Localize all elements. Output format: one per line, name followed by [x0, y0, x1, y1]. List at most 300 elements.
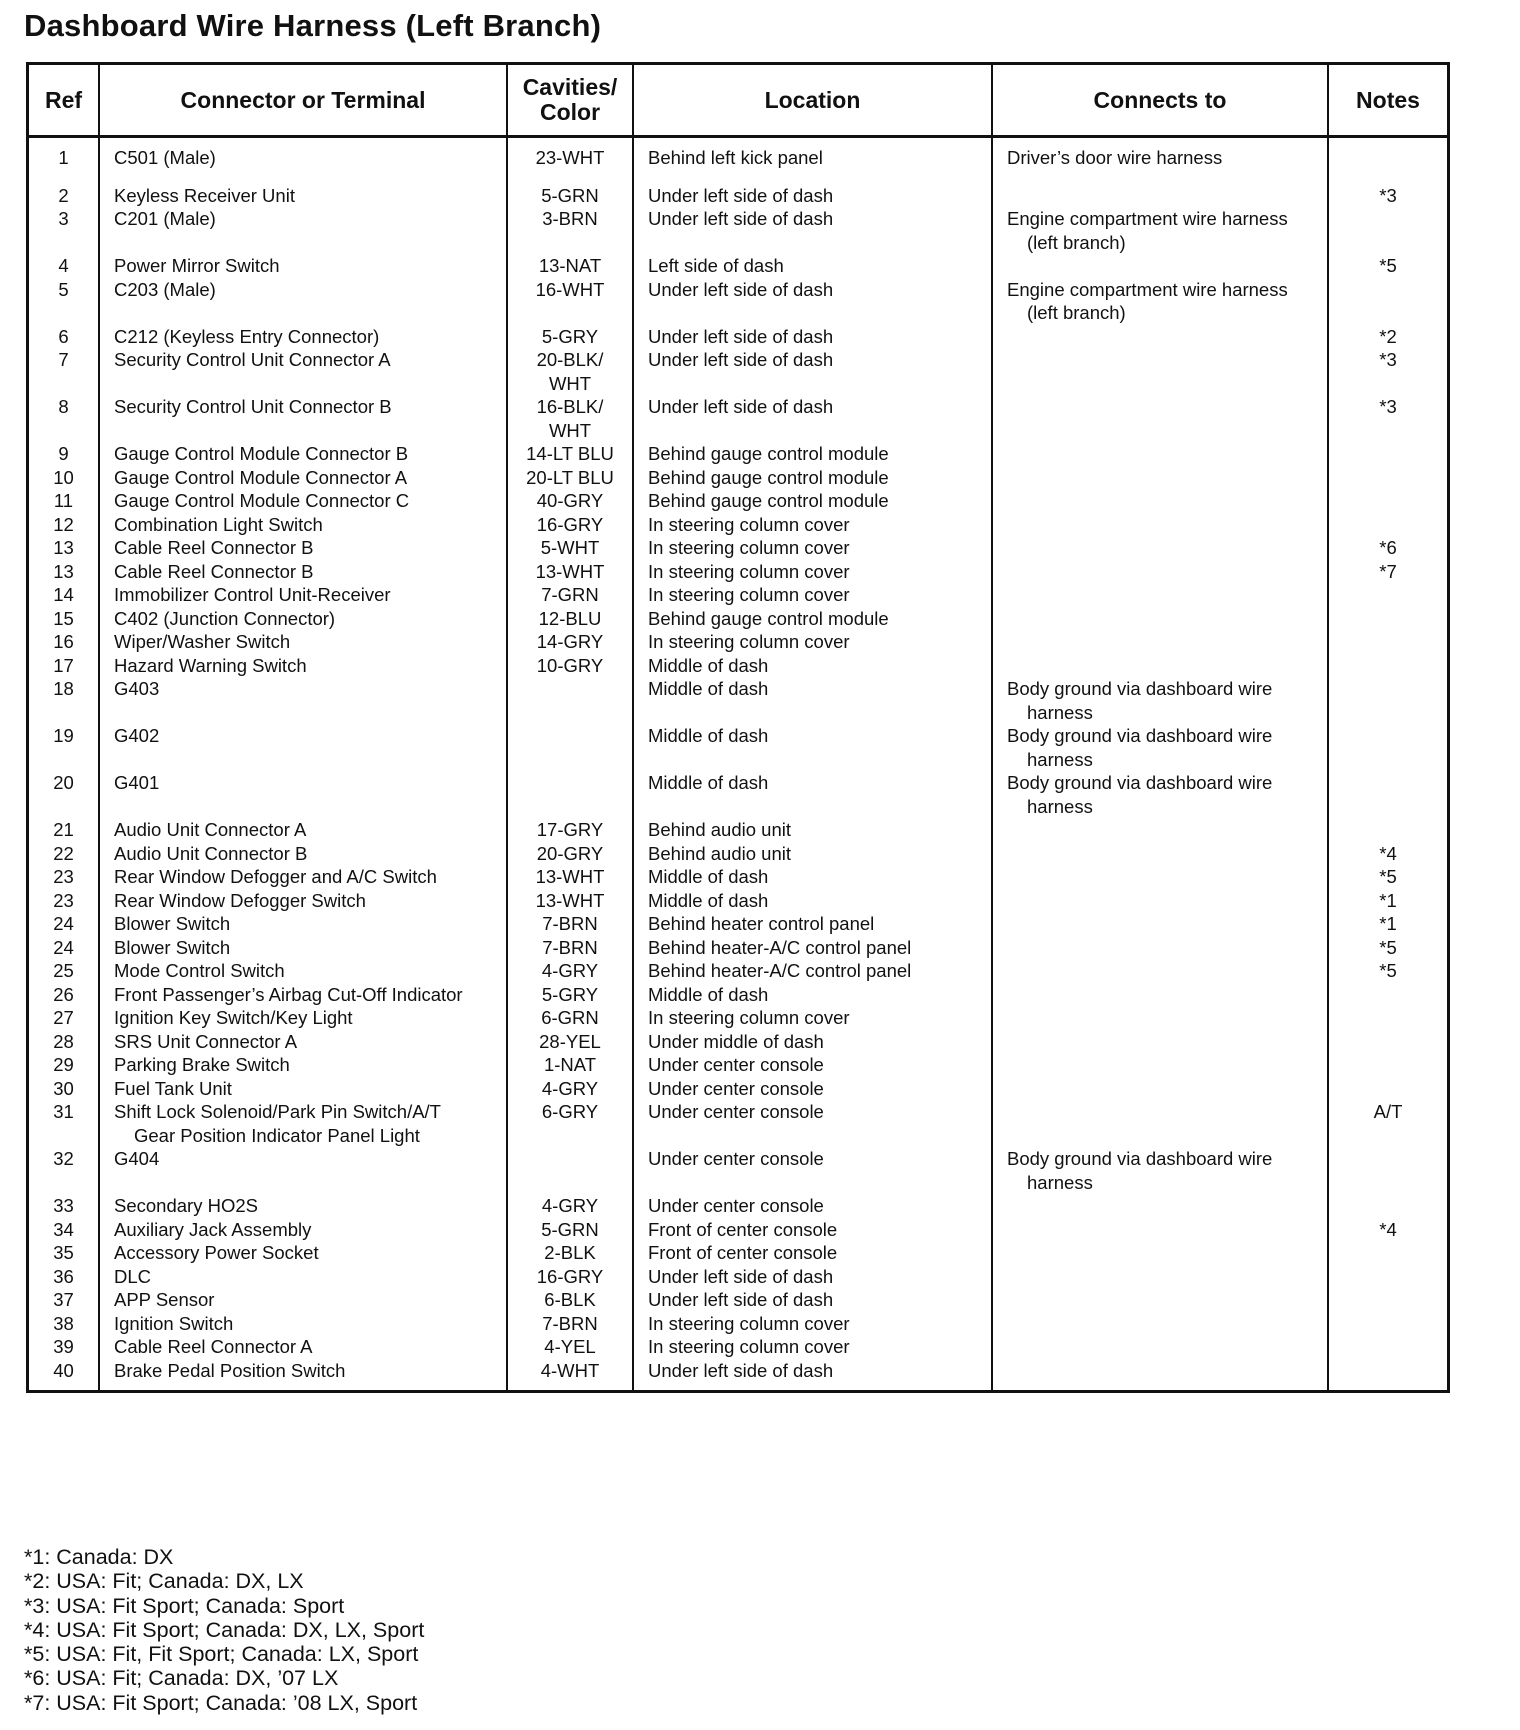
location-cell: Front of center console — [633, 1218, 992, 1242]
cavities-cell — [507, 1359, 633, 1391]
table-row — [29, 1265, 1447, 1289]
cavities-line: 4-WHT — [540, 1359, 600, 1381]
notes-cell — [1328, 207, 1447, 254]
notes-cell — [1328, 607, 1447, 631]
table-row — [29, 1241, 1447, 1265]
table-row — [29, 1194, 1447, 1218]
location-cell: Under left side of dash — [633, 278, 992, 325]
cavities-cell — [507, 1241, 633, 1265]
notes-cell — [1328, 489, 1447, 513]
notes-cell: *3 — [1379, 349, 1397, 370]
cavities-line: 5-GRN — [541, 1218, 599, 1240]
location-cell: In steering column cover — [633, 513, 992, 537]
connector-cell — [99, 654, 507, 678]
cavities-cell — [507, 395, 633, 442]
cavities-line: 5-GRN — [541, 184, 599, 206]
notes-cell: *6 — [1379, 537, 1397, 558]
connects-to-line: Engine compartment wire harness — [1007, 278, 1288, 300]
connects-to-cell — [992, 1053, 1328, 1077]
connector-line: G404 — [114, 1148, 160, 1169]
location-cell: In steering column cover — [633, 1312, 992, 1336]
connector-line: Brake Pedal Position Switch — [114, 1359, 346, 1381]
connector-line: Wiper/Washer Switch — [114, 631, 291, 652]
table-row — [29, 1053, 1447, 1077]
ref-cell: 25 — [29, 959, 99, 983]
header-ref: Ref — [29, 65, 99, 137]
location-cell: Under left side of dash — [633, 1265, 992, 1289]
connector-cell — [99, 583, 507, 607]
location-cell: In steering column cover — [633, 536, 992, 560]
connector-cell — [99, 325, 507, 349]
connector-line: C203 (Male) — [114, 278, 216, 300]
notes-cell: *4 — [1379, 842, 1397, 864]
notes-cell — [1328, 1077, 1447, 1101]
connector-cell — [99, 1312, 507, 1336]
connects-to-cell — [992, 724, 1328, 771]
table-row — [29, 936, 1447, 960]
connector-cell — [99, 983, 507, 1007]
cavities-cell — [507, 771, 633, 818]
location-cell: Behind audio unit — [633, 842, 992, 866]
connector-line: C501 (Male) — [114, 147, 216, 168]
location-cell: Behind heater-A/C control panel — [633, 936, 992, 960]
notes-cell — [1328, 654, 1447, 678]
ref-cell: 23 — [29, 889, 99, 913]
connects-to-cell — [992, 1335, 1328, 1359]
notes-cell — [1328, 771, 1447, 818]
location-cell: Middle of dash — [633, 983, 992, 1007]
cavities-line: 4-GRY — [541, 1077, 599, 1099]
connector-cell — [99, 442, 507, 466]
header-connector: Connector or Terminal — [99, 65, 507, 137]
notes-cell — [1328, 724, 1447, 771]
cavities-cell — [507, 1053, 633, 1077]
connector-cell — [99, 513, 507, 537]
cavities-line: 14-GRY — [536, 631, 604, 652]
ref-cell: 6 — [29, 325, 99, 349]
connector-line: Shift Lock Solenoid/Park Pin Switch/A/T — [114, 1101, 441, 1122]
cavities-cell — [507, 724, 633, 771]
notes-cell: *1 — [1379, 913, 1397, 934]
connects-to-cell — [992, 1359, 1328, 1391]
connector-cell — [99, 912, 507, 936]
connector-cell — [99, 184, 507, 208]
connector-cell — [99, 254, 507, 278]
header-cavities-line1: Cavities/ — [522, 74, 618, 100]
ref-cell: 1 — [29, 137, 99, 184]
cavities-cell — [507, 1288, 633, 1312]
notes-cell: *3 — [1379, 396, 1397, 417]
cavities-cell — [507, 1312, 633, 1336]
connector-line: Power Mirror Switch — [114, 255, 280, 276]
ref-cell: 16 — [29, 630, 99, 654]
connector-line: Cable Reel Connector B — [114, 560, 314, 582]
location-cell: In steering column cover — [633, 1335, 992, 1359]
table-row — [29, 630, 1447, 654]
ref-cell: 11 — [29, 489, 99, 513]
connector-line: Immobilizer Control Unit-Receiver — [114, 584, 391, 605]
table-row — [29, 607, 1447, 631]
cavities-line: 7-BRN — [542, 936, 598, 958]
table-row — [29, 959, 1447, 983]
cavities-line: 16-GRY — [536, 1265, 604, 1287]
connector-line: Mode Control Switch — [114, 960, 285, 981]
footnotes — [24, 1545, 424, 1715]
connector-line: Combination Light Switch — [114, 513, 323, 535]
connector-line: Parking Brake Switch — [114, 1054, 290, 1075]
header-connects-to: Connects to — [992, 65, 1328, 137]
ref-cell: 29 — [29, 1053, 99, 1077]
connector-cell — [99, 1006, 507, 1030]
cavities-cell — [507, 1147, 633, 1194]
ref-cell: 26 — [29, 983, 99, 1007]
notes-cell — [1328, 818, 1447, 842]
connector-line: Front Passenger’s Airbag Cut-Off Indicator — [114, 983, 463, 1005]
table-row — [29, 771, 1447, 818]
connector-line: Blower Switch — [114, 913, 231, 934]
connector-line: Gauge Control Module Connector A — [114, 466, 408, 488]
connects-to-cell — [992, 912, 1328, 936]
table-row — [29, 184, 1447, 208]
connects-to-line: Body ground via dashboard wire — [1007, 772, 1273, 793]
table-row — [29, 889, 1447, 913]
table-row — [29, 1147, 1447, 1194]
table-row — [29, 536, 1447, 560]
notes-cell — [1328, 442, 1447, 466]
footnote: *3: USA: Fit Sport; Canada: Sport — [24, 1593, 345, 1618]
connector-line: Secondary HO2S — [114, 1195, 258, 1216]
cavities-cell — [507, 889, 633, 913]
ref-cell: 24 — [29, 936, 99, 960]
connector-line: Blower Switch — [114, 936, 231, 958]
footnote: *6: USA: Fit; Canada: DX, ’07 LX — [24, 1666, 339, 1691]
connector-cell — [99, 818, 507, 842]
connects-to-cell — [992, 607, 1328, 631]
cavities-cell — [507, 442, 633, 466]
connector-cell — [99, 348, 507, 395]
connector-line: Audio Unit Connector A — [114, 819, 307, 840]
notes-cell: *1 — [1379, 889, 1397, 911]
connects-to-cell — [992, 1030, 1328, 1054]
table-row — [29, 348, 1447, 395]
connector-cell — [99, 677, 507, 724]
connects-to-cell — [992, 1194, 1328, 1218]
connector-cell — [99, 889, 507, 913]
notes-cell — [1328, 1265, 1447, 1289]
connects-to-cell — [992, 583, 1328, 607]
table-row — [29, 137, 1447, 184]
cavities-cell — [507, 1030, 633, 1054]
location-cell: Under middle of dash — [633, 1030, 992, 1054]
cavities-line: 13-WHT — [535, 889, 605, 911]
table-row — [29, 1288, 1447, 1312]
notes-cell: *7 — [1379, 560, 1397, 582]
ref-cell: 27 — [29, 1006, 99, 1030]
cavities-line: WHT — [548, 419, 592, 441]
cavities-line: 1-NAT — [543, 1054, 597, 1075]
connector-line: APP Sensor — [114, 1289, 215, 1310]
cavities-cell — [507, 583, 633, 607]
location-cell: Under left side of dash — [633, 207, 992, 254]
connector-cell — [99, 607, 507, 631]
connects-to-cell — [992, 818, 1328, 842]
cavities-line: 13-NAT — [538, 255, 602, 276]
table-body — [29, 137, 1447, 1391]
connector-cell — [99, 1335, 507, 1359]
connector-line: Gauge Control Module Connector B — [114, 443, 409, 464]
connector-line: G403 — [114, 678, 160, 699]
cavities-line: 23-WHT — [535, 147, 605, 168]
cavities-cell — [507, 818, 633, 842]
cavities-cell — [507, 1265, 633, 1289]
cavities-line: 6-BLK — [544, 1289, 596, 1310]
cavities-cell — [507, 184, 633, 208]
notes-cell — [1328, 1030, 1447, 1054]
location-cell: Behind left kick panel — [633, 137, 992, 184]
connects-to-cell — [992, 1218, 1328, 1242]
location-cell: Under center console — [633, 1100, 992, 1147]
cavities-cell — [507, 1006, 633, 1030]
table-row — [29, 983, 1447, 1007]
notes-cell: *3 — [1379, 184, 1397, 206]
location-cell: Under center console — [633, 1077, 992, 1101]
connector-line: Hazard Warning Switch — [114, 654, 307, 676]
connects-to-cell — [992, 630, 1328, 654]
cavities-cell — [507, 677, 633, 724]
connector-cell — [99, 278, 507, 325]
header-location: Location — [633, 65, 992, 137]
table-row — [29, 654, 1447, 678]
location-cell: Under left side of dash — [633, 184, 992, 208]
cavities-cell — [507, 325, 633, 349]
connects-to-cell — [992, 184, 1328, 208]
header-cavities-line2: Color — [539, 99, 601, 125]
connects-to-cell — [992, 442, 1328, 466]
connector-cell — [99, 1241, 507, 1265]
cavities-cell — [507, 959, 633, 983]
table-row — [29, 865, 1447, 889]
table-header-row — [29, 65, 1447, 137]
ref-cell: 4 — [29, 254, 99, 278]
cavities-line: WHT — [548, 372, 592, 394]
table-row — [29, 489, 1447, 513]
table-row — [29, 724, 1447, 771]
table-row — [29, 842, 1447, 866]
connects-to-cell — [992, 889, 1328, 913]
location-cell: Middle of dash — [633, 654, 992, 678]
ref-cell: 13 — [29, 536, 99, 560]
connector-line: Security Control Unit Connector A — [114, 349, 391, 370]
ref-cell: 17 — [29, 654, 99, 678]
cavities-cell — [507, 254, 633, 278]
ref-cell: 35 — [29, 1241, 99, 1265]
notes-cell — [1328, 1053, 1447, 1077]
connector-cell — [99, 1218, 507, 1242]
table-row — [29, 912, 1447, 936]
connector-line: Cable Reel Connector A — [114, 1336, 313, 1357]
notes-cell — [1328, 1006, 1447, 1030]
notes-cell — [1328, 1147, 1447, 1194]
ref-cell: 38 — [29, 1312, 99, 1336]
connector-line: Rear Window Defogger and A/C Switch — [114, 866, 437, 887]
cavities-line: 2-BLK — [544, 1242, 596, 1263]
connects-to-cell — [992, 1147, 1328, 1194]
connects-to-cell — [992, 654, 1328, 678]
cavities-cell — [507, 630, 633, 654]
connects-to-cell — [992, 348, 1328, 395]
connects-to-cell — [992, 771, 1328, 818]
cavities-cell — [507, 207, 633, 254]
connects-to-line: Driver’s door wire harness — [1007, 147, 1223, 168]
cavities-cell — [507, 466, 633, 490]
cavities-line: 20-LT BLU — [526, 466, 614, 488]
cavities-line: 7-BRN — [542, 1312, 598, 1334]
connector-line: Auxiliary Jack Assembly — [114, 1218, 312, 1240]
location-cell: Behind gauge control module — [633, 489, 992, 513]
cavities-line: 7-BRN — [542, 913, 598, 934]
cavities-cell — [507, 1335, 633, 1359]
cavities-line: 6-GRY — [541, 1101, 599, 1122]
connects-to-line: harness — [1027, 701, 1093, 723]
cavities-cell — [507, 1218, 633, 1242]
location-cell: Middle of dash — [633, 771, 992, 818]
connector-line: Ignition Key Switch/Key Light — [114, 1007, 353, 1028]
connects-to-cell — [992, 959, 1328, 983]
table-row — [29, 1312, 1447, 1336]
connects-to-cell — [992, 254, 1328, 278]
table-row — [29, 1218, 1447, 1242]
connector-line: Cable Reel Connector B — [114, 537, 314, 558]
cavities-line: 13-WHT — [535, 560, 605, 582]
connector-line: Gear Position Indicator Panel Light — [134, 1124, 420, 1146]
cavities-cell — [507, 654, 633, 678]
notes-cell — [1328, 1335, 1447, 1359]
ref-cell: 12 — [29, 513, 99, 537]
cavities-line: 10-GRY — [536, 654, 604, 676]
table-row — [29, 513, 1447, 537]
connector-cell — [99, 536, 507, 560]
location-cell: Behind gauge control module — [633, 442, 992, 466]
cavities-line: 6-GRN — [541, 1007, 599, 1028]
location-cell: Behind gauge control module — [633, 466, 992, 490]
table-row — [29, 395, 1447, 442]
notes-cell — [1328, 466, 1447, 490]
location-cell: In steering column cover — [633, 630, 992, 654]
location-cell: Under left side of dash — [633, 1288, 992, 1312]
notes-cell — [1328, 1241, 1447, 1265]
cavities-line: 12-BLU — [538, 607, 602, 629]
connector-cell — [99, 1288, 507, 1312]
table-row — [29, 583, 1447, 607]
connects-to-cell — [992, 983, 1328, 1007]
cavities-line: 5-GRY — [541, 325, 599, 347]
connector-line: SRS Unit Connector A — [114, 1030, 298, 1052]
ref-cell: 30 — [29, 1077, 99, 1101]
cavities-cell — [507, 607, 633, 631]
notes-cell: *2 — [1379, 325, 1397, 347]
cavities-line: 13-WHT — [535, 866, 605, 887]
cavities-line: 5-GRY — [541, 983, 599, 1005]
connector-cell — [99, 630, 507, 654]
connector-cell — [99, 1100, 507, 1147]
table-row — [29, 466, 1447, 490]
cavities-line: 14-LT BLU — [526, 443, 614, 464]
connects-to-cell — [992, 395, 1328, 442]
connector-cell — [99, 1147, 507, 1194]
ref-cell: 28 — [29, 1030, 99, 1054]
notes-cell: *5 — [1379, 866, 1397, 887]
notes-cell — [1328, 677, 1447, 724]
table-row — [29, 278, 1447, 325]
table-row — [29, 442, 1447, 466]
location-cell: Middle of dash — [633, 889, 992, 913]
connector-cell — [99, 1053, 507, 1077]
connects-to-line: (left branch) — [1027, 231, 1126, 253]
cavities-line: 16-BLK/ — [536, 396, 604, 417]
ref-cell: 40 — [29, 1359, 99, 1391]
cavities-line: 3-BRN — [542, 208, 598, 229]
location-cell: Behind heater control panel — [633, 912, 992, 936]
connector-cell — [99, 207, 507, 254]
location-cell: Under left side of dash — [633, 395, 992, 442]
ref-cell: 34 — [29, 1218, 99, 1242]
connects-to-cell — [992, 1006, 1328, 1030]
location-cell: Front of center console — [633, 1241, 992, 1265]
notes-cell: *4 — [1379, 1218, 1397, 1240]
location-cell: Middle of dash — [633, 677, 992, 724]
cavities-line: 5-WHT — [540, 537, 600, 558]
ref-cell: 18 — [29, 677, 99, 724]
connector-line: DLC — [114, 1265, 152, 1287]
notes-cell — [1328, 137, 1447, 184]
connector-cell — [99, 842, 507, 866]
cavities-cell — [507, 137, 633, 184]
page-title: Dashboard Wire Harness (Left Branch) — [24, 8, 602, 43]
cavities-cell — [507, 865, 633, 889]
footnote: *1: Canada: DX — [24, 1545, 174, 1569]
ref-cell: 33 — [29, 1194, 99, 1218]
connects-to-cell — [992, 1312, 1328, 1336]
table-row — [29, 325, 1447, 349]
cavities-line: 4-YEL — [544, 1336, 596, 1357]
footnote: *5: USA: Fit, Fit Sport; Canada: LX, Sport — [24, 1642, 419, 1667]
footnote: *4: USA: Fit Sport; Canada: DX, LX, Sport — [24, 1617, 425, 1642]
connector-cell — [99, 489, 507, 513]
notes-cell: *5 — [1379, 960, 1397, 981]
connects-to-cell — [992, 207, 1328, 254]
notes-cell — [1328, 1288, 1447, 1312]
connects-to-cell — [992, 842, 1328, 866]
location-cell: Middle of dash — [633, 724, 992, 771]
location-cell: Behind audio unit — [633, 818, 992, 842]
notes-cell: A/T — [1373, 1101, 1403, 1122]
harness-table — [29, 65, 1447, 1390]
notes-cell: *5 — [1379, 255, 1397, 276]
location-cell: Under center console — [633, 1147, 992, 1194]
connector-line: Gauge Control Module Connector C — [114, 490, 410, 511]
ref-cell: 31 — [29, 1100, 99, 1147]
cavities-cell — [507, 912, 633, 936]
connects-to-line: harness — [1027, 795, 1093, 817]
location-cell: Under center console — [633, 1053, 992, 1077]
connects-to-line: harness — [1027, 1171, 1093, 1193]
ref-cell: 14 — [29, 583, 99, 607]
notes-cell — [1328, 1194, 1447, 1218]
connector-cell — [99, 1194, 507, 1218]
connector-cell — [99, 560, 507, 584]
connector-line: Ignition Switch — [114, 1312, 234, 1334]
ref-cell: 19 — [29, 724, 99, 771]
